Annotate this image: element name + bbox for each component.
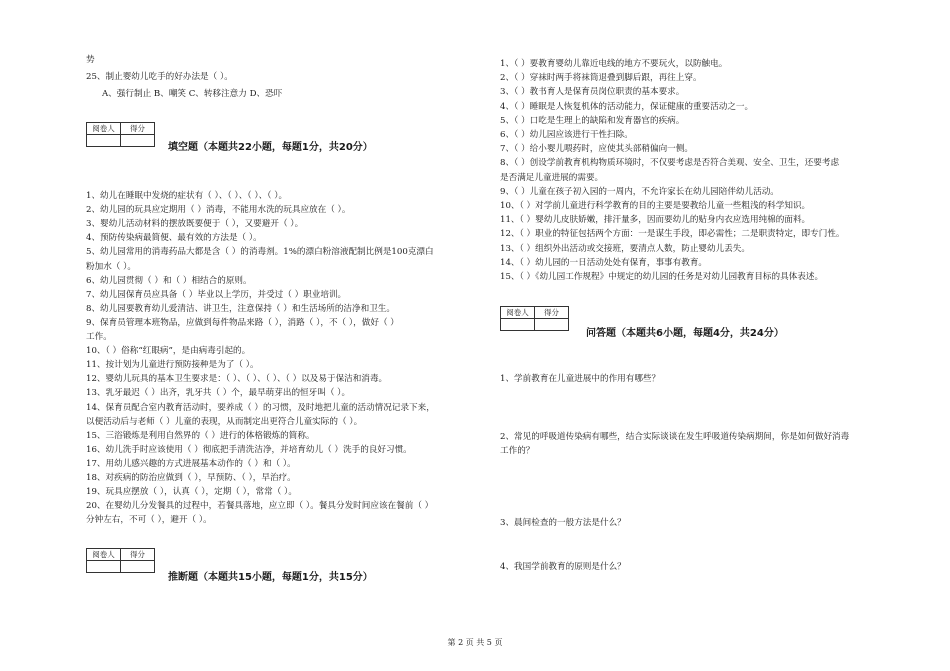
judge-item: 13、（ ）组织外出活动或交接班，要清点人数，防止婴幼儿丢失。 [500,243,750,254]
judge-item: 9、（ ）儿童在孩子初入园的一周内，不允许家长在幼儿园陪伴幼儿活动。 [500,186,779,197]
fill-blank-item: 16、幼儿洗手时应该使用（ ）彻底把手清洗洁净，并培育幼儿（ ）洗手的良好习惯。 [86,444,412,455]
fill-blank-item: 18、对疾病的防治应做到（ ），早预防、（ ），早治疗。 [86,473,296,483]
fill-blank-item: 7、幼儿园保育员应具备（ ）毕业以上学历，并受过（ ）职业培训。 [86,289,347,300]
judge-item: 6、（ ）幼儿园应该进行干性扫除。 [500,130,633,140]
judge-item: 8、（ ）创设学前教育机构物质环境时，不仅要考虑是否符合美观、安全、卫生，还要考虑 [500,158,840,169]
fill-blank-item: 8、幼儿园要教育幼儿爱清洁、讲卫生，注意保持（ ）和生活场所的洁净和卫生。 [86,303,395,314]
fill-blank-item: 19、玩具应摆放（ ），认真（ ），定期（ ），常常（ ）。 [86,487,297,498]
fill-blank-item: 14、保育员配合室内教育活动时，要养成（ ）的习惯，及时地把儿童的活动情况记录下来， [86,402,435,413]
score-cell[interactable] [535,319,569,331]
score-cell[interactable] [121,135,155,147]
judge-item: 10、（ ）对学前儿童进行科学教育的目的主要是要教给儿童一些粗浅的科学知识。 [500,201,811,211]
fill-blank-item: 17、用幼儿感兴趣的方式进展基本动作的（ ）和（ ）。 [86,458,296,469]
fill-blank-item: 以便活动后与老师（ ）儿童的表现，从而制定出更符合儿童实际的（ ）。 [86,416,363,427]
score-cell[interactable] [121,561,155,573]
judge-item: 14、（ ）幼儿园的一日活动处处有保育，事事有教育。 [500,257,708,268]
qa-item: 2、常见的呼吸道传染病有哪些，结合实际谈谈在发生呼吸道传染病期间，你是如何做好消毒 [500,432,850,442]
judge-item: 4、（ ）睡眠是人恢复机体的活动能力，保证健康的重要活动之一。 [500,101,754,112]
judge-item: 是否满足儿童进展的需要。 [500,172,604,183]
question-25-options: A、强行制止 B、嘲笑 C、转移注意力 D、恐吓 [102,89,283,99]
reviewer-label: 阅卷人 [87,549,121,561]
fill-blank-item: 15、三浴锻炼是利用自然界的（ ）进行的体格锻炼的简称。 [86,430,315,441]
qa-item: 1、学前教育在儿童进展中的作用有哪些？ [500,374,661,384]
judge-item: 12、（ ）职业的特征包括两个方面：一是谋生手段，即必需性；二是职责特定，即专门性。 [500,229,845,240]
fill-blank-item: 粉加水（ ）。 [86,261,136,272]
judge-item: 15、（ ）《幼儿园工作规程》中规定的幼儿园的任务是对幼儿园教育目标的具体表述。 [500,272,824,282]
reviewer-label: 阅卷人 [87,123,121,135]
fill-blank-item: 4、预防传染病最简便、最有效的方法是（ ）。 [86,233,262,244]
fill-blank-item: 3、婴幼儿活动材料的摆放既要便于（ ），又要避开（ ）。 [86,219,304,230]
fill-blank-item: 20、在婴幼儿分发餐具的过程中，若餐具落地，应立即（ ）。餐具分发时间应该在餐前（ ） [86,501,434,512]
reviewer-cell[interactable] [87,561,121,573]
qa-item: 3、晨间检查的一般方法是什么？ [500,518,626,528]
score-table [86,122,155,147]
fill-blank-item: 10、（ ）俗称“红眼病”，是由病毒引起的。 [86,346,251,357]
fill-blank-item: 11、按计划为儿童进行预防接种是为了（ ）。 [86,360,259,371]
page-footer: 第 2 页 共 5 页 [447,638,503,647]
judge-item: 3、（ ）教书育人是保育员岗位职责的基本要求。 [500,87,685,98]
reviewer-label: 阅卷人 [501,307,535,319]
qa-item: 工作的？ [500,446,535,456]
score-label: 得分 [121,549,155,561]
judge-item: 5、（ ）口吃是生理上的缺陷和发育器官的疾病。 [500,115,685,126]
qa-section-title: 问答题（本题共6小题，每题4分，共24分） [586,328,784,339]
fill-blank-item: 12、婴幼儿玩具的基本卫生要求是：（ ）、（ ）、（ ）、（ ）以及易于保洁和消毒。 [86,374,388,385]
fragment-text: 势 [86,55,95,65]
reviewer-cell[interactable] [87,135,121,147]
score-label: 得分 [121,123,155,135]
judge-item: 7、（ ）给小婴儿喂药时，应使其头部稍偏向一侧。 [500,144,693,155]
fill-blank-item: 分钟左右，不可（ ），避开（ ）。 [86,515,212,526]
score-table [500,306,569,331]
fill-blank-item: 6、幼儿园贯彻（ ）和（ ）相结合的原则。 [86,275,252,286]
fill-blank-item: 5、幼儿园常用的消毒药品大都是含（ ）的消毒剂。1%的漂白粉溶液配制比例是100克漂白 [86,247,434,258]
fill-blank-item: 工作。 [86,332,112,342]
fill-blank-item: 13、乳牙最迟（ ）出齐，乳牙共（ ）个，最早萌芽出的恒牙叫（ ）。 [86,388,351,399]
fill-blank-item: 1、幼儿在睡眠中发烧的症状有（ ）、（ ）、（ ）、（ ）。 [86,191,288,201]
judge-section-title: 推断题（本题共15小题，每题1分，共15分） [168,572,373,583]
judge-item: 2、（ ）穿袜时两手将袜筒退叠到脚后跟，再往上穿。 [500,73,702,84]
reviewer-cell[interactable] [501,319,535,331]
judge-item: 1、（ ）要教育婴幼儿靠近电线的地方不要玩火，以防触电。 [500,59,728,69]
fill-blank-item: 2、幼儿园的玩具应定期用（ ）消毒，不能用水洗的玩具应放在（ ）。 [86,205,351,216]
fill-blank-section-title: 填空题（本题共22小题，每题1分，共20分） [168,142,373,153]
qa-item: 4、我国学前教育的原则是什么？ [500,562,626,572]
fill-blank-item: 9、保育员管理本班物品，应做到每件物品来路（ ），消路（ ），不（ ），做好（ ） [86,317,399,328]
score-label: 得分 [535,307,569,319]
question-25: 25、制止婴幼儿吃手的好办法是（ ）。 [86,72,233,82]
score-table [86,548,155,573]
judge-item: 11、（ ）婴幼儿皮肤娇嫩，排汗量多，因而要幼儿的贴身内衣应选用纯棉的面料。 [500,215,811,226]
